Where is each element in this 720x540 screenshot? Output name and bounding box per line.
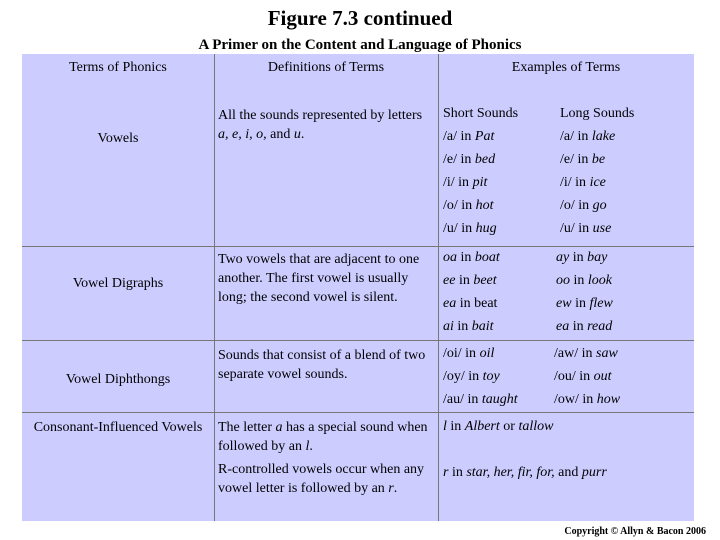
- example-right-item: /aw/ in saw: [554, 346, 618, 361]
- copyright-notice: Copyright © Allyn & Bacon 2006: [564, 526, 706, 537]
- definition-consonant-influenced-a: The letter a has a special sound when followed by an l.: [218, 420, 428, 454]
- example-r-controlled: r in star, her, fir, for, and purr: [443, 465, 607, 480]
- header-terms: Terms of Phonics: [69, 60, 167, 75]
- example-left-item: Short Sounds: [443, 106, 519, 121]
- figure-subtitle: A Primer on the Content and Language of Phonics: [198, 37, 522, 53]
- example-left-item: ai in bait: [443, 319, 494, 334]
- example-right-item: /u/ in use: [560, 221, 612, 236]
- definition-vowels: All the sounds represented by letters a, e, i, o, and u.: [218, 108, 423, 142]
- header-definitions: Definitions of Terms: [267, 60, 385, 75]
- header-examples: Examples of Terms: [511, 60, 621, 75]
- example-left-item: /o/ in hot: [443, 198, 494, 213]
- term-consonant-influenced-vowels: Consonant-Influenced Vowels: [33, 420, 203, 435]
- example-left-item: /u/ in hug: [443, 221, 497, 236]
- example-right-item: /ow/ in how: [554, 392, 621, 407]
- example-right-item: ew in flew: [556, 296, 613, 311]
- example-right-item: /a/ in lake: [560, 129, 616, 144]
- example-left-item: oa in boat: [443, 250, 500, 265]
- definition-vowel-digraphs: Two vowels that are adjacent to one another. The first vowel is usually long; the second vowel is silent.: [218, 252, 420, 305]
- example-left-item: ee in beet: [443, 273, 497, 288]
- example-left-item: /oy/ in toy: [443, 369, 500, 384]
- phonics-table: [22, 54, 694, 521]
- example-left-item: /e/ in bed: [443, 152, 496, 167]
- term-vowel-diphthongs: Vowel Diphthongs: [65, 372, 171, 387]
- example-right-item: ay in bay: [556, 250, 608, 265]
- example-left-item: ea in beat: [443, 296, 498, 311]
- example-left-item: /oi/ in oil: [443, 346, 495, 361]
- row-divider: [22, 340, 694, 341]
- example-left-item: /a/ in Pat: [443, 129, 495, 144]
- example-right-item: /ou/ in out: [554, 369, 612, 384]
- term-vowels: Vowels: [97, 131, 139, 146]
- example-left-item: /au/ in taught: [443, 392, 518, 407]
- example-right-item: ea in read: [556, 319, 613, 334]
- row-divider: [22, 412, 694, 413]
- row-divider: [22, 246, 694, 247]
- example-right-item: oo in look: [556, 273, 612, 288]
- example-right-item: /o/ in go: [560, 198, 607, 213]
- example-right-item: Long Sounds: [560, 106, 635, 121]
- example-left-item: /i/ in pit: [443, 175, 488, 190]
- term-vowel-digraphs: Vowel Digraphs: [72, 276, 164, 291]
- definition-r-controlled: R-controlled vowels occur when any vowel letter is followed by an r.: [218, 462, 425, 496]
- example-right-item: /i/ in ice: [560, 175, 606, 190]
- example-right-item: /e/ in be: [560, 152, 606, 167]
- figure-title: Figure 7.3 continued: [267, 6, 453, 30]
- example-l-influenced: l in Albert or tallow: [443, 419, 554, 434]
- definition-vowel-diphthongs: Sounds that consist of a blend of two separate vowel sounds.: [218, 348, 426, 382]
